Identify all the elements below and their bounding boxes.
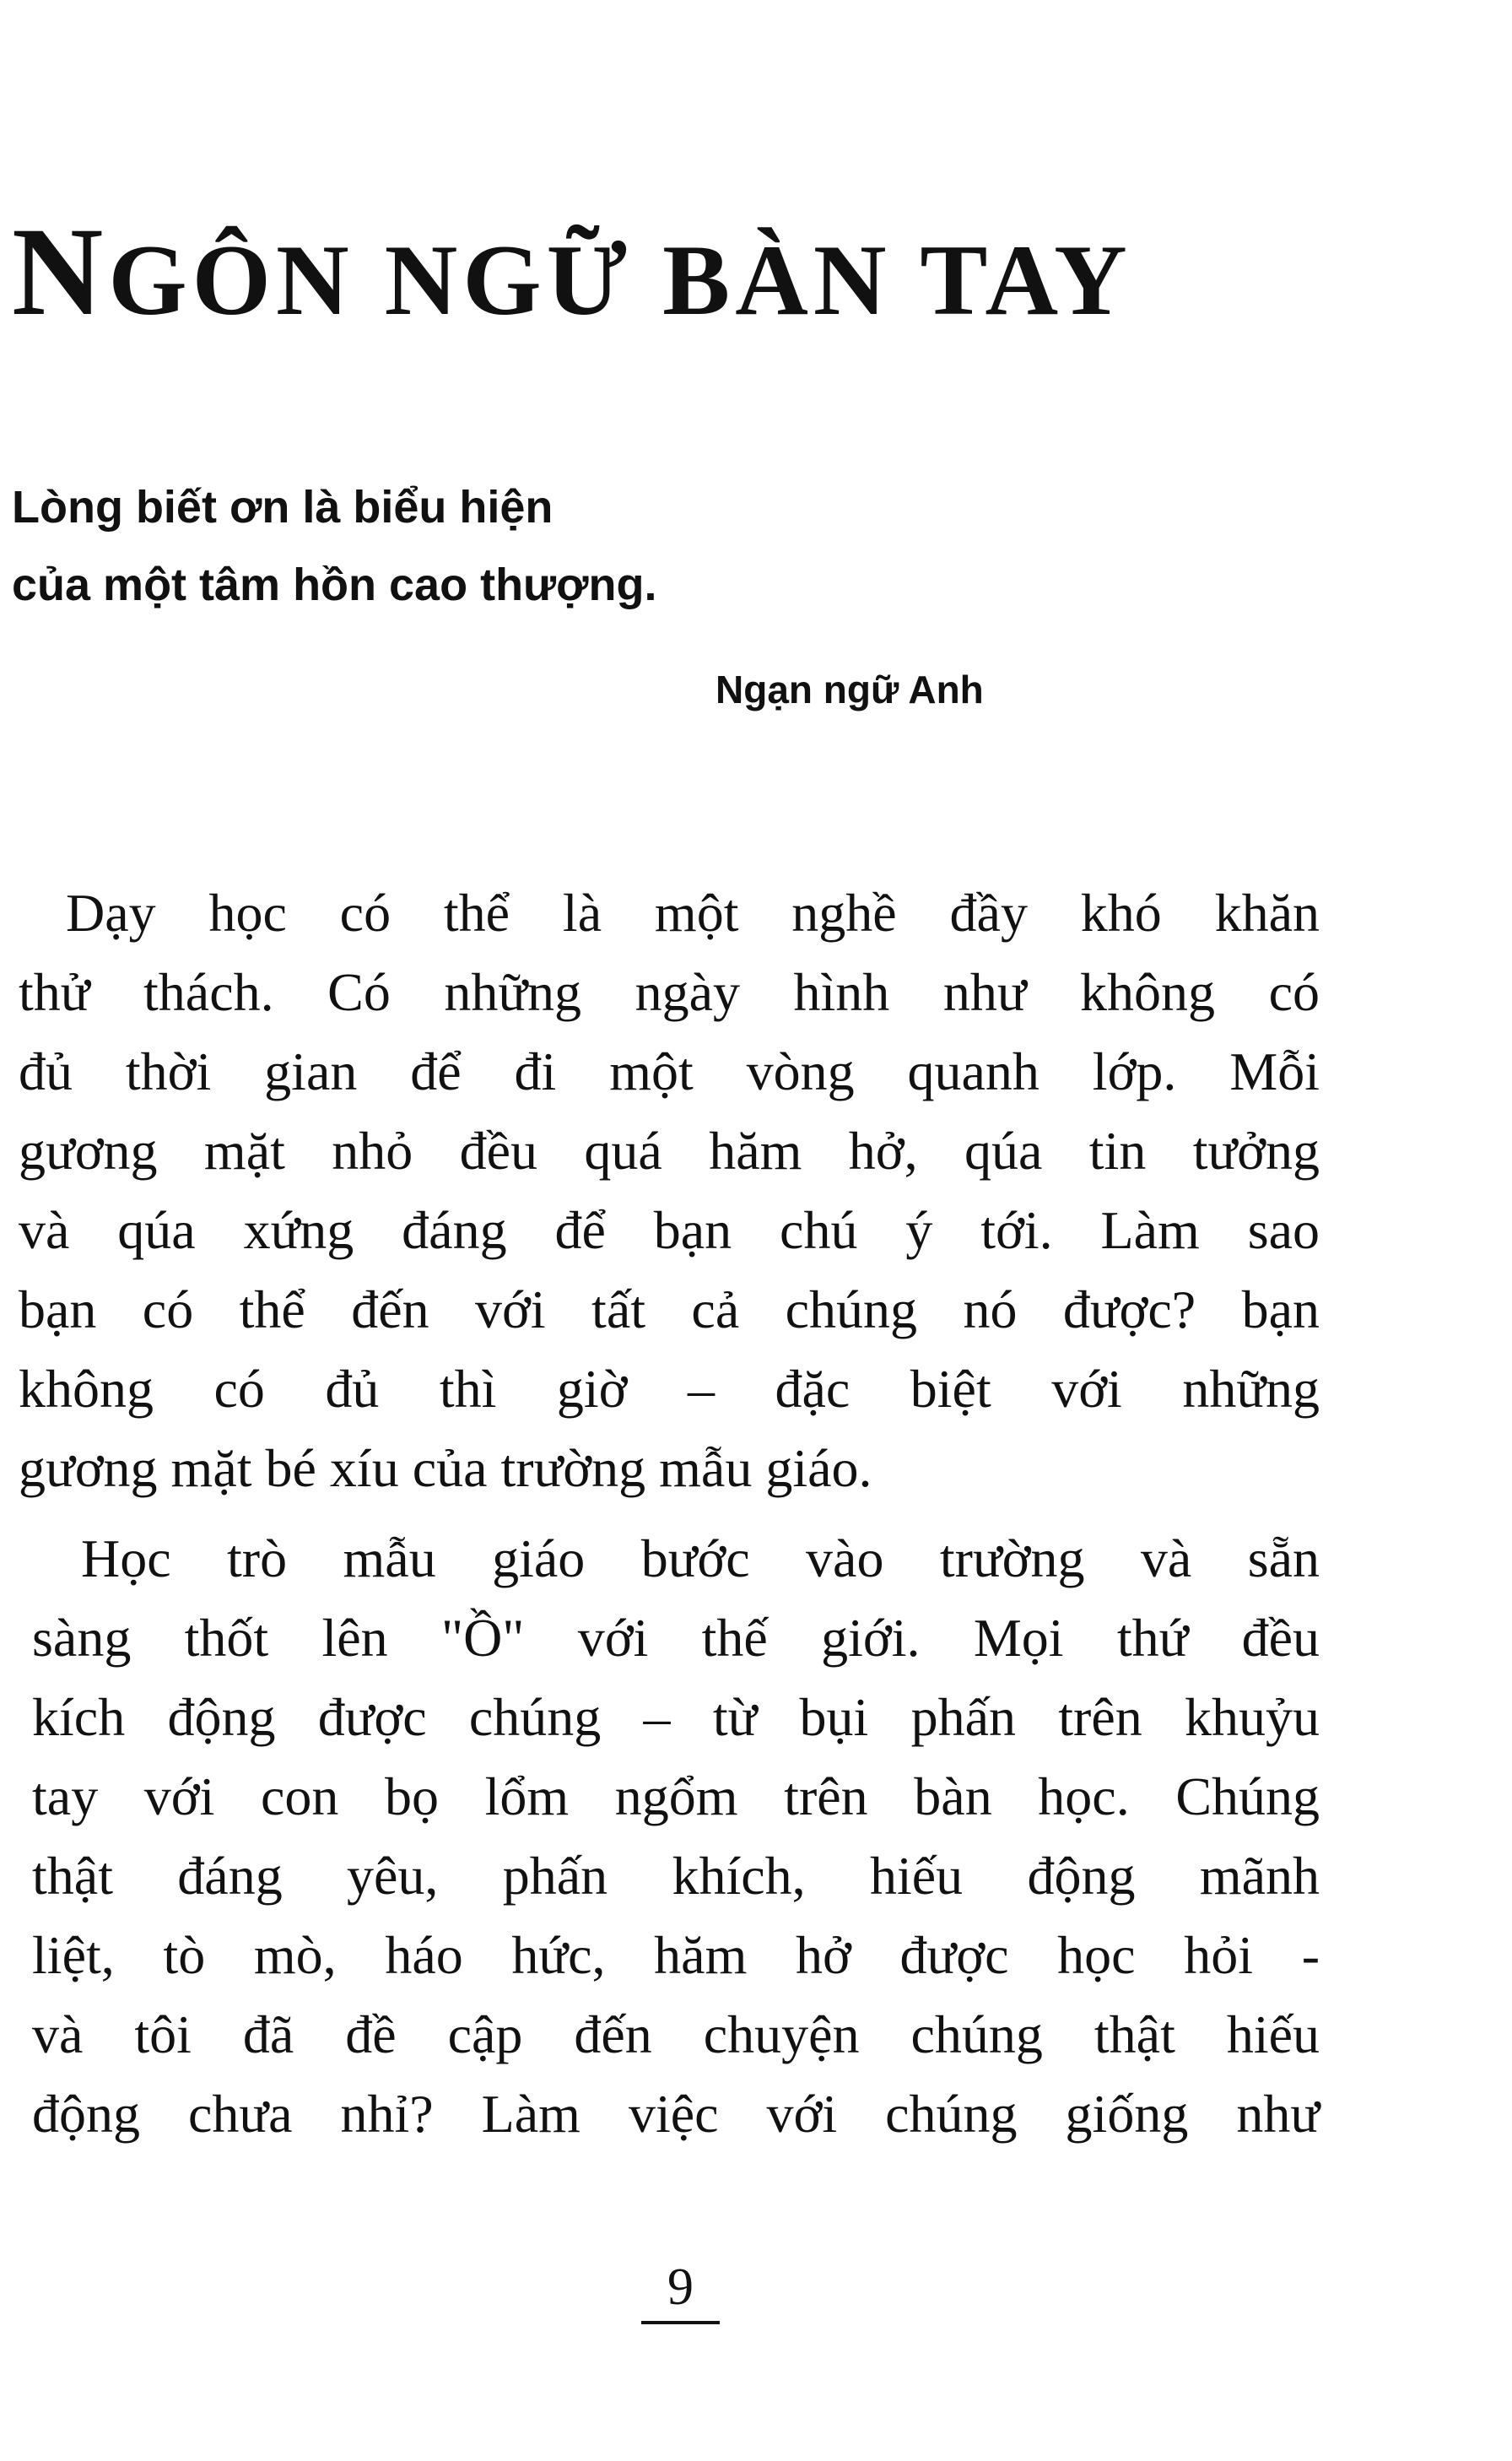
epigraph-line: của một tâm hồn cao thượng. <box>12 560 657 610</box>
epigraph-line: Lòng biết ơn là biểu hiện <box>12 482 554 533</box>
text-line: không có đủ thì giờ – đặc biệt với những <box>19 1359 1320 1419</box>
epigraph-attribution: Ngạn ngữ Anh <box>716 668 984 711</box>
text-line: Học trò mẫu giáo bước vào trường và sẵn <box>81 1528 1320 1588</box>
body-paragraph-2 <box>19 1519 1320 2154</box>
text-line: gương mặt nhỏ đều quá hăm hở, qúa tin tưởng <box>19 1121 1320 1181</box>
text-line: và tôi đã đề cập đến chuyện chúng thật hiếu <box>32 2004 1320 2064</box>
text-line: động chưa nhỉ? Làm việc với chúng giống như <box>32 2084 1320 2144</box>
chapter-title-rest: GÔN NGỮ BÀN TAY <box>108 224 1132 337</box>
text-line: thử thách. Có những ngày hình như không có <box>19 962 1320 1022</box>
text-line: đủ thời gian để đi một vòng quanh lớp. Mỗi <box>19 1041 1320 1101</box>
text-line: kích động được chúng – từ bụi phấn trên khuỷu <box>32 1687 1320 1747</box>
page-number: 9 <box>641 2253 720 2324</box>
text-line: thật đáng yêu, phấn khích, hiếu động mãnh <box>32 1846 1320 1906</box>
chapter-title-initial: N <box>12 202 109 343</box>
text-line: Dạy học có thể là một nghề đầy khó khăn <box>66 883 1320 943</box>
text-line: tay với con bọ lổm ngổm trên bàn học. Chúng <box>32 1766 1320 1826</box>
text-line: gương mặt bé xíu của trường mẫu giáo. <box>19 1438 872 1498</box>
chapter-title <box>12 199 1132 344</box>
text-line: sàng thốt lên "Ồ" với thế giới. Mọi thứ đều <box>32 1608 1320 1668</box>
text-line: bạn có thể đến với tất cả chúng nó được? bạn <box>19 1279 1320 1339</box>
text-line: và qúa xứng đáng để bạn chú ý tới. Làm sao <box>19 1200 1320 1260</box>
body-paragraph-1 <box>19 874 1320 1508</box>
epigraph <box>12 468 657 624</box>
text-line: liệt, tò mò, háo hức, hăm hở được học hỏi - <box>32 1925 1320 1985</box>
